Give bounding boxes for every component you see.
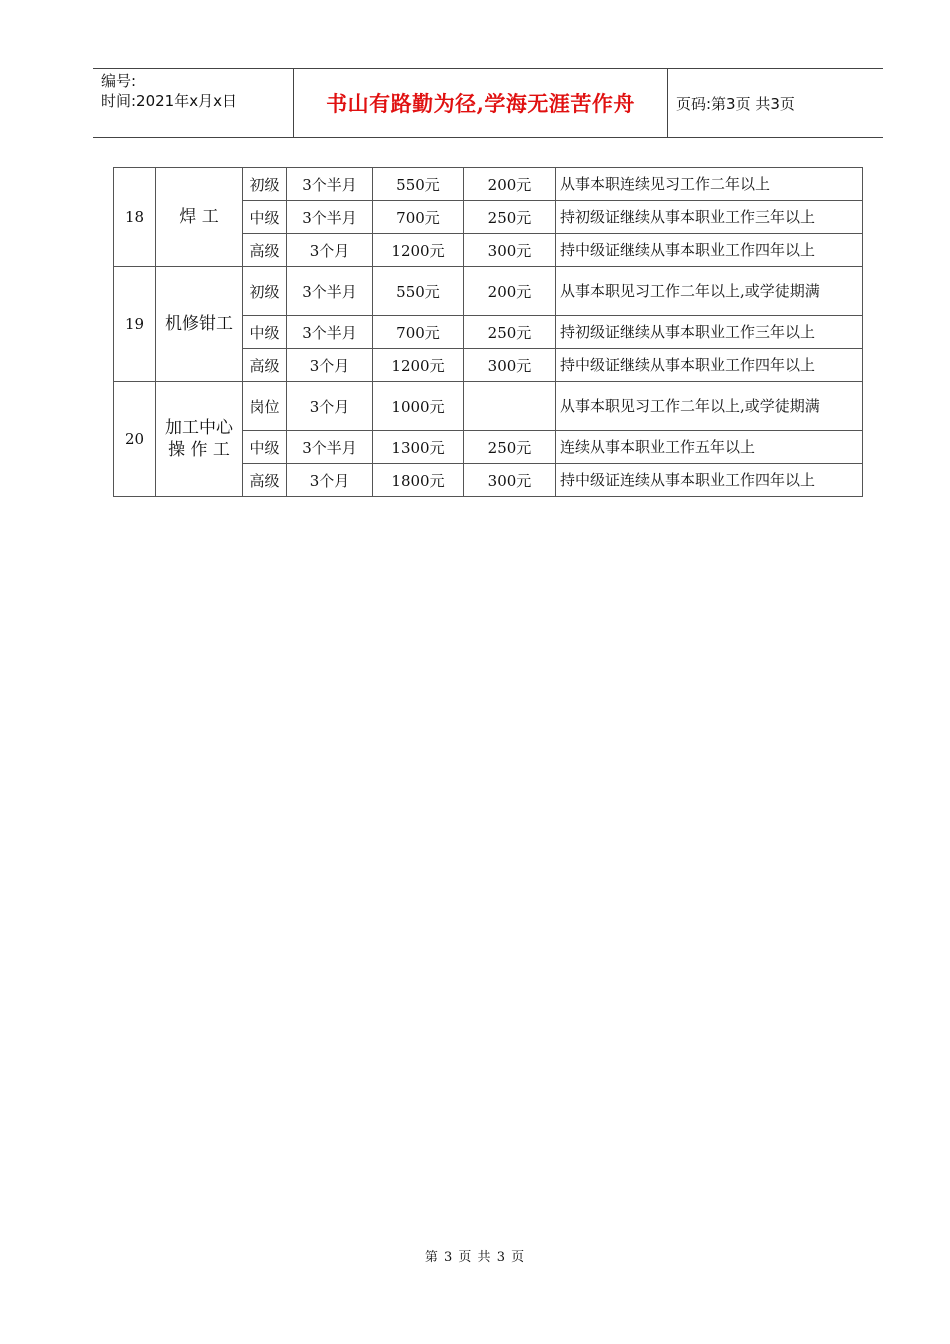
level-cell: 岗位 [243,382,287,431]
motto: 书山有路勤为径,学海无涯苦作舟 [293,69,668,137]
row-number: 18 [114,168,156,267]
page-footer: 第 3 页 共 3 页 [424,1250,526,1265]
fee2-cell: 200元 [464,267,556,316]
row-number: 20 [114,382,156,497]
period-cell: 3个月 [287,464,373,497]
fee-cell: 550元 [373,168,464,201]
period-cell: 3个半月 [287,267,373,316]
fee2-cell: 250元 [464,316,556,349]
fee2-cell: 250元 [464,201,556,234]
period-cell: 3个月 [287,349,373,382]
training-table [113,167,863,497]
code-label: 编号: [101,72,137,90]
fee-cell: 1000元 [373,382,464,431]
table-row [114,267,863,316]
fee-cell: 550元 [373,267,464,316]
fee-cell: 700元 [373,201,464,234]
period-cell: 3个半月 [287,431,373,464]
requirement-cell: 持中级证继续从事本职业工作四年以上 [556,349,863,382]
job-name: 机修钳工 [156,267,243,382]
page-header [93,68,883,138]
table-row [114,382,863,431]
requirement-cell: 持中级证继续从事本职业工作四年以上 [556,234,863,267]
page-label: 页码:第3页 共3页 [676,94,795,113]
fee2-cell: 300元 [464,234,556,267]
table-row [114,168,863,201]
level-cell: 中级 [243,431,287,464]
period-cell: 3个半月 [287,201,373,234]
job-name: 加工中心操 作 工 [156,382,243,497]
fee2-cell [464,382,556,431]
fee-cell: 700元 [373,316,464,349]
period-cell: 3个半月 [287,316,373,349]
fee2-cell: 300元 [464,464,556,497]
requirement-cell: 持初级证继续从事本职业工作三年以上 [556,201,863,234]
requirement-cell: 从事本职见习工作二年以上,或学徒期满 [556,382,863,431]
level-cell: 高级 [243,234,287,267]
requirement-cell: 持中级证连续从事本职业工作四年以上 [556,464,863,497]
level-cell: 初级 [243,267,287,316]
period-cell: 3个月 [287,382,373,431]
period-cell: 3个半月 [287,168,373,201]
requirement-cell: 从事本职见习工作二年以上,或学徒期满 [556,267,863,316]
fee-cell: 1300元 [373,431,464,464]
fee2-cell: 250元 [464,431,556,464]
level-cell: 中级 [243,201,287,234]
level-cell: 初级 [243,168,287,201]
fee2-cell: 200元 [464,168,556,201]
fee2-cell: 300元 [464,349,556,382]
level-cell: 中级 [243,316,287,349]
level-cell: 高级 [243,464,287,497]
fee-cell: 1800元 [373,464,464,497]
requirement-cell: 持初级证继续从事本职业工作三年以上 [556,316,863,349]
fee-cell: 1200元 [373,349,464,382]
fee-cell: 1200元 [373,234,464,267]
requirement-cell: 从事本职连续见习工作二年以上 [556,168,863,201]
job-name: 焊 工 [156,168,243,267]
requirement-cell: 连续从事本职业工作五年以上 [556,431,863,464]
time-label: 时间:2021年x月x日 [101,92,237,110]
header-left [101,71,293,111]
period-cell: 3个月 [287,234,373,267]
row-number: 19 [114,267,156,382]
level-cell: 高级 [243,349,287,382]
